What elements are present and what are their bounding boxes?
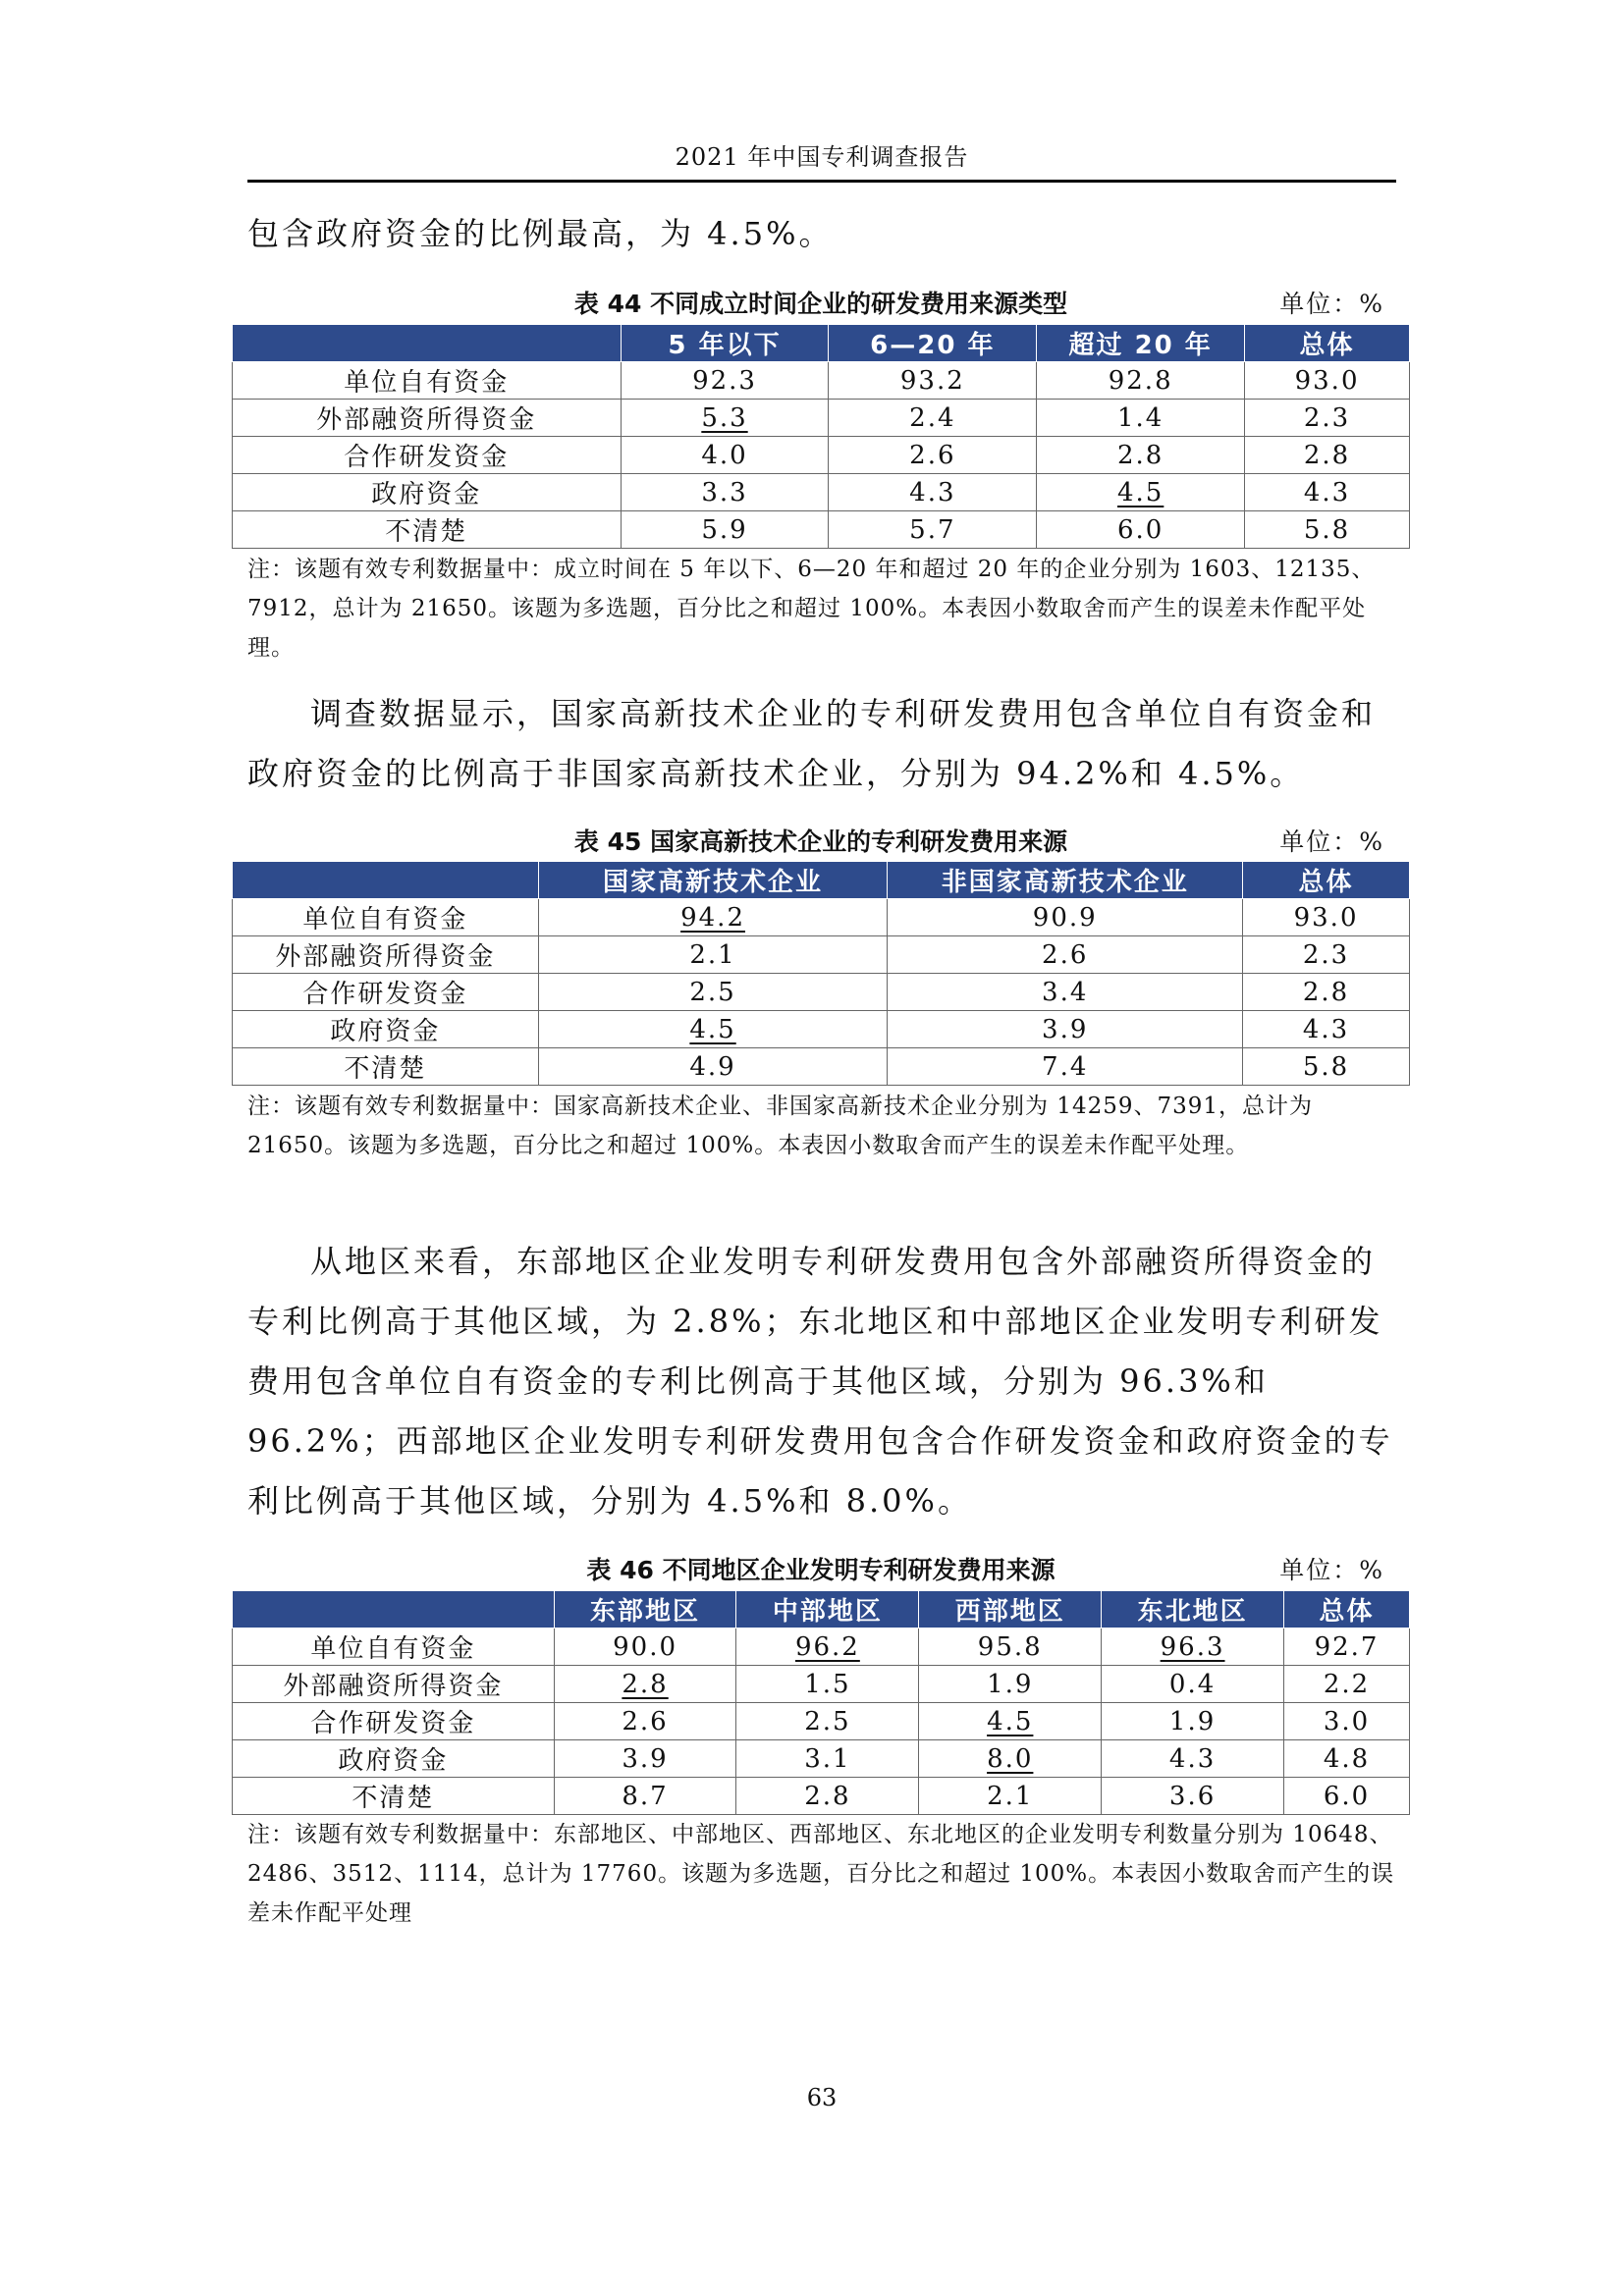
table44-unit: 单位：% <box>1279 290 1384 318</box>
row-label: 合作研发资金 <box>233 1703 555 1740</box>
table-cell: 92.3 <box>621 362 829 400</box>
row-label: 政府资金 <box>233 1740 555 1778</box>
row-label: 单位自有资金 <box>233 362 622 400</box>
highlight-value: 8.0 <box>987 1743 1034 1774</box>
table-cell: 3.3 <box>621 474 829 511</box>
table-cell: 93.0 <box>1243 899 1410 936</box>
table46-header-col: 中部地区 <box>736 1591 919 1629</box>
table-cell: 3.9 <box>888 1011 1243 1048</box>
table-cell: 2.8 <box>1243 974 1410 1011</box>
row-label: 合作研发资金 <box>233 437 622 474</box>
table44-caption <box>232 285 1410 318</box>
table-cell: 95.8 <box>919 1629 1102 1666</box>
row-label: 单位自有资金 <box>233 1629 555 1666</box>
row-label: 政府资金 <box>233 1011 539 1048</box>
table-cell: 5.8 <box>1243 1048 1410 1086</box>
table45-unit: 单位：% <box>1279 828 1384 856</box>
table-cell: 2.5 <box>736 1703 919 1740</box>
paragraph-high-tech: 调查数据显示，国家高新技术企业的专利研发费用包含单位自有资金和政府资金的比例高于非国家高新技术企业，分别为 94.2%和 4.5%。 <box>247 695 1377 792</box>
table45-note: 注：该题有效专利数据量中：国家高新技术企业、非国家高新技术企业分别为 14259、7391，总计为 21650。该题为多选题，百分比之和超过 100%。本表因小数取舍而产生的误差未作配平处理。 <box>247 1094 1314 1158</box>
table-cell: 4.3 <box>829 474 1037 511</box>
table-cell: 8.7 <box>554 1778 736 1815</box>
table-cell: 92.8 <box>1037 362 1245 400</box>
table45-title: 表 45 国家高新技术企业的专利研发费用来源 <box>573 828 1068 856</box>
table-row <box>233 1629 1410 1666</box>
row-label: 不清楚 <box>233 511 622 549</box>
page-number: 63 <box>806 2084 838 2111</box>
table45-header-col: 国家高新技术企业 <box>538 862 888 899</box>
table46-header-col: 东北地区 <box>1102 1591 1284 1629</box>
table-cell: 2.6 <box>829 437 1037 474</box>
table-cell: 90.9 <box>888 899 1243 936</box>
table-cell: 4.3 <box>1245 474 1410 511</box>
table46 <box>232 1590 1410 1815</box>
highlight-value: 4.5 <box>689 1014 736 1044</box>
table-cell: 2.1 <box>538 936 888 974</box>
table46-header-stub <box>233 1591 555 1629</box>
row-label: 政府资金 <box>233 474 622 511</box>
header-rule <box>247 180 1396 183</box>
table-row <box>233 899 1410 936</box>
table-row <box>233 400 1410 437</box>
row-label: 外部融资所得资金 <box>233 936 539 974</box>
table-cell: 3.0 <box>1284 1703 1410 1740</box>
table-row <box>233 1048 1410 1086</box>
row-label: 合作研发资金 <box>233 974 539 1011</box>
table-cell-highlight <box>554 1666 736 1703</box>
table-cell: 5.7 <box>829 511 1037 549</box>
table46-unit: 单位：% <box>1279 1556 1384 1584</box>
table45-caption <box>232 823 1410 856</box>
table-row <box>233 974 1410 1011</box>
table-cell: 2.8 <box>736 1778 919 1815</box>
highlight-value: 2.8 <box>622 1669 669 1699</box>
table-row <box>233 362 1410 400</box>
table46-header-col: 总体 <box>1284 1591 1410 1629</box>
table-row <box>233 1778 1410 1815</box>
table-cell: 2.6 <box>888 936 1243 974</box>
table44-header-stub <box>233 325 622 362</box>
table46-title: 表 46 不同地区企业发明专利研发费用来源 <box>586 1556 1056 1584</box>
table-cell-highlight <box>621 400 829 437</box>
table45-header-col: 总体 <box>1243 862 1410 899</box>
table-cell: 2.2 <box>1284 1666 1410 1703</box>
table-cell: 5.8 <box>1245 511 1410 549</box>
table45-header-col: 非国家高新技术企业 <box>888 862 1243 899</box>
table46-header-col: 西部地区 <box>919 1591 1102 1629</box>
table46-header-col: 东部地区 <box>554 1591 736 1629</box>
table-row <box>233 1703 1410 1740</box>
row-label: 外部融资所得资金 <box>233 1666 555 1703</box>
table-cell: 6.0 <box>1284 1778 1410 1815</box>
table-cell: 1.5 <box>736 1666 919 1703</box>
table-cell: 3.9 <box>554 1740 736 1778</box>
table-cell: 1.9 <box>919 1666 1102 1703</box>
table-cell: 2.1 <box>919 1778 1102 1815</box>
table-cell-highlight <box>736 1629 919 1666</box>
table-cell: 93.2 <box>829 362 1037 400</box>
table44-note: 注：该题有效专利数据量中：成立时间在 5 年以下、6—20 年和超过 20 年的企业分别为 1603、12135、7912，总计为 21650。该题为多选题，百分比之和超过 100%。本表因小数取舍而产生的误差未作配平处理。 <box>247 557 1376 661</box>
table-row <box>233 437 1410 474</box>
table45-header-row <box>233 862 1410 899</box>
table-row <box>233 1011 1410 1048</box>
table-cell: 2.3 <box>1245 400 1410 437</box>
table46-note: 注：该题有效专利数据量中：东部地区、中部地区、西部地区、东北地区的企业发明专利数量分别为 10648、2486、3512、1114，总计为 17760。该题为多选题，百分比之和超过 100%。本表因小数取舍而产生的误差未作配平处理 <box>247 1822 1395 1926</box>
table-cell: 2.4 <box>829 400 1037 437</box>
table-cell: 5.9 <box>621 511 829 549</box>
table-cell: 4.8 <box>1284 1740 1410 1778</box>
table-cell: 2.6 <box>554 1703 736 1740</box>
highlight-value: 94.2 <box>680 902 745 933</box>
table-cell: 1.4 <box>1037 400 1245 437</box>
table-cell-highlight <box>1037 474 1245 511</box>
table-row <box>233 474 1410 511</box>
table-cell: 92.7 <box>1284 1629 1410 1666</box>
highlight-value: 96.3 <box>1160 1631 1225 1662</box>
table-row <box>233 1666 1410 1703</box>
table44 <box>232 324 1410 549</box>
table44-title: 表 44 不同成立时间企业的研发费用来源类型 <box>573 290 1068 318</box>
page-header: 2021 年中国专利调查报告 <box>675 143 969 171</box>
table44-header-col: 6—20 年 <box>829 325 1037 362</box>
table45-header-stub <box>233 862 539 899</box>
table-cell: 90.0 <box>554 1629 736 1666</box>
row-label: 单位自有资金 <box>233 899 539 936</box>
row-label: 外部融资所得资金 <box>233 400 622 437</box>
highlight-value: 5.3 <box>701 402 748 433</box>
table-cell: 1.9 <box>1102 1703 1284 1740</box>
table-cell: 6.0 <box>1037 511 1245 549</box>
table-cell: 93.0 <box>1245 362 1410 400</box>
table46-caption <box>232 1551 1410 1584</box>
table44-header-col: 超过 20 年 <box>1037 325 1245 362</box>
table-cell-highlight <box>538 1011 888 1048</box>
table46-header-row <box>233 1591 1410 1629</box>
paragraph-intro: 包含政府资金的比例最高，为 4.5%。 <box>247 215 834 252</box>
table-cell-highlight <box>538 899 888 936</box>
row-label: 不清楚 <box>233 1048 539 1086</box>
table-cell: 4.3 <box>1102 1740 1284 1778</box>
table-cell: 2.5 <box>538 974 888 1011</box>
row-label: 不清楚 <box>233 1778 555 1815</box>
table44-header-col: 总体 <box>1245 325 1410 362</box>
highlight-value: 96.2 <box>794 1631 860 1662</box>
table-cell: 2.8 <box>1037 437 1245 474</box>
table-cell: 2.3 <box>1243 936 1410 974</box>
table-cell: 3.1 <box>736 1740 919 1778</box>
table-row <box>233 1740 1410 1778</box>
table-cell: 2.8 <box>1245 437 1410 474</box>
paragraph-regions: 从地区来看，东部地区企业发明专利研发费用包含外部融资所得资金的专利比例高于其他区域，为 2.8%；东北地区和中部地区企业发明专利研发费用包含单位自有资金的专利比例高于其他区域，分别为 96.3%和 96.2%；西部地区企业发明专利研发费用包含合作研发资金和政府资金的专利比例高于其他区域，分别为 4.5%和 8.0%。 <box>247 1243 1393 1520</box>
table-cell: 4.9 <box>538 1048 888 1086</box>
table-cell: 3.4 <box>888 974 1243 1011</box>
table-row <box>233 936 1410 974</box>
table-row <box>233 511 1410 549</box>
highlight-value: 4.5 <box>1116 477 1164 507</box>
table-cell-highlight <box>919 1703 1102 1740</box>
table44-header-col: 5 年以下 <box>621 325 829 362</box>
table-cell: 4.0 <box>621 437 829 474</box>
highlight-value: 4.5 <box>987 1706 1034 1736</box>
table-cell: 0.4 <box>1102 1666 1284 1703</box>
table-cell-highlight <box>919 1740 1102 1778</box>
table-cell: 3.6 <box>1102 1778 1284 1815</box>
table-cell: 4.3 <box>1243 1011 1410 1048</box>
table44-header-row <box>233 325 1410 362</box>
table-cell: 7.4 <box>888 1048 1243 1086</box>
table45 <box>232 861 1410 1086</box>
table-cell-highlight <box>1102 1629 1284 1666</box>
